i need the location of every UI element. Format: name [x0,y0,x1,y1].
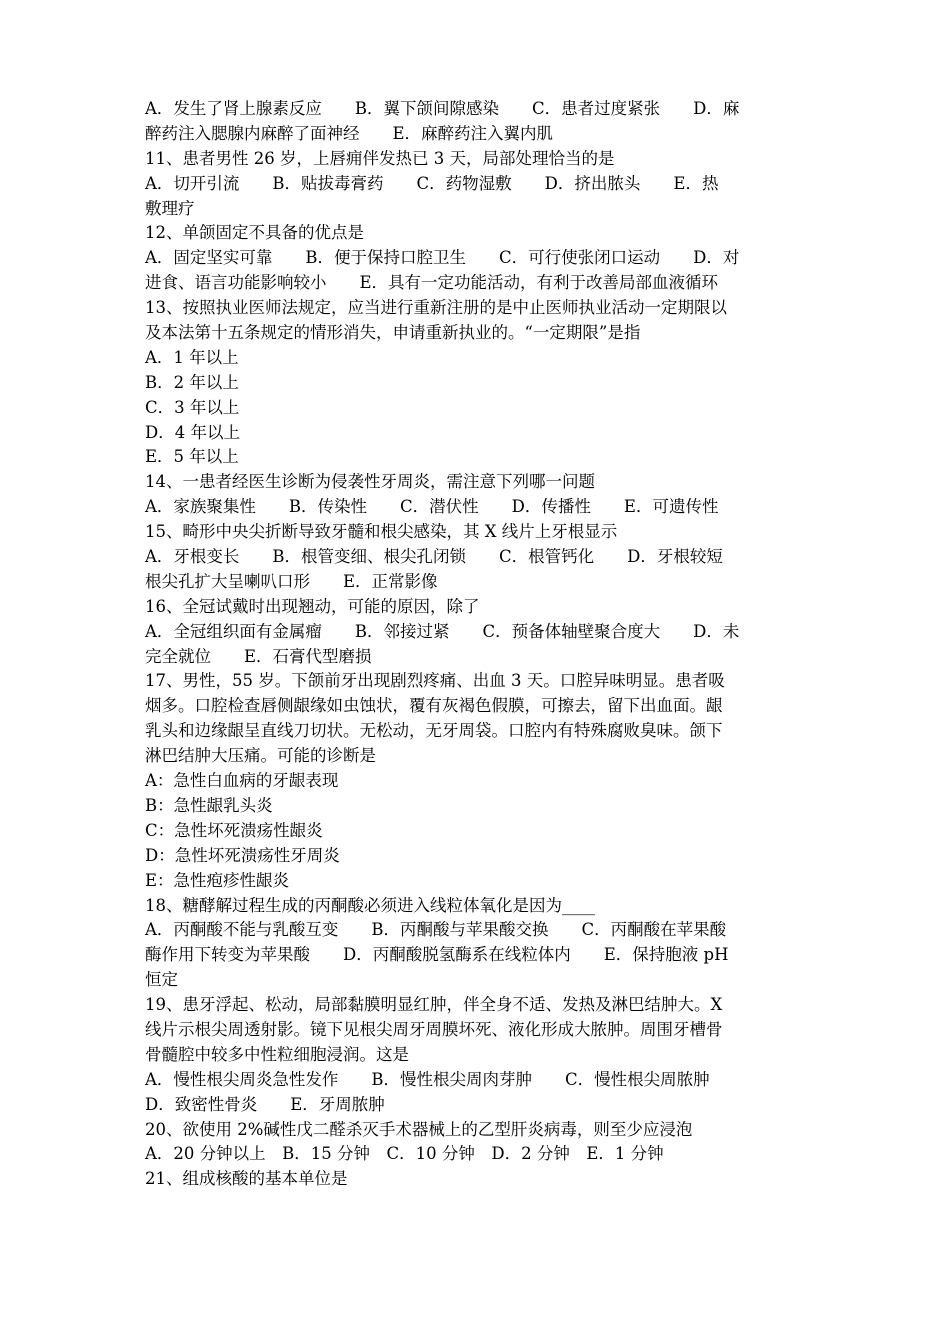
option-line: A．1 年以上 [145,347,239,367]
text-line: 酶作用下转变为苹果酸 D．丙酮酸脱氢酶系在线粒体内 E．保持胞液 pH [145,945,729,965]
text-line: 淋巴结肿大压痛。可能的诊断是 [145,746,376,766]
question-16: 16、全冠试戴时出现翘动，可能的原因，除了 [145,596,480,616]
text-line: D．致密性骨炎 E．牙周脓肿 [145,1094,385,1114]
question-20: 20、欲使用 2%碱性戊二醛杀灭手术器械上的乙型肝炎病毒，则至少应浸泡 [145,1119,693,1139]
option-line: C．3 年以上 [145,397,240,417]
text-line: A．牙根变长 B．根管变细、根尖孔闭锁 C．根管钙化 D．牙根较短 [145,547,723,567]
option-line: E．5 年以上 [145,447,239,467]
text-line: A．发生了肾上腺素反应 B．翼下颌间隙感染 C．患者过度紧张 D．麻 [145,99,740,118]
option-line: C：急性坏死溃疡性龈炎 [145,820,323,840]
question-19: 19、患牙浮起、松动，局部黏膜明显红肿，伴全身不适、发热及淋巴结肿大。X [145,995,723,1015]
text-line: A．切开引流 B．贴拔毒膏药 C．药物湿敷 D．挤出脓头 E．热 [145,173,719,193]
text-line: A．家族聚集性 B．传染性 C．潜伏性 D．传播性 E．可遗传性 [145,497,719,517]
option-line: A：急性白血病的牙龈表现 [145,771,339,791]
document-body [145,97,810,1192]
text-line: 恒定 [145,970,178,990]
text-line: 完全就位 E．石膏代型磨损 [145,646,372,666]
text-line: 乳头和边缘龈呈直线刀切状。无松动，无牙周袋。口腔内有特殊腐败臭味。颌下 [145,721,723,741]
question-18: 18、糖酵解过程生成的丙酮酸必须进入线粒体氧化是因为____ [145,895,595,915]
option-line: B：急性龈乳头炎 [145,795,273,815]
text-line: A．固定坚实可靠 B．便于保持口腔卫生 C．可行使张闭口运动 D．对 [145,248,740,268]
text-line: 进食、语言功能影响较小 E．具有一定功能活动，有利于改善局部血液循环 [145,273,719,293]
text-line: 骨髓腔中较多中性粒细胞浸润。这是 [145,1044,409,1064]
question-14: 14、一患者经医生诊断为侵袭性牙周炎，需注意下列哪一问题 [145,472,595,492]
text-line: 醉药注入腮腺内麻醉了面神经 E．麻醉药注入翼内肌 [145,123,554,143]
question-21: 21、组成核酸的基本单位是 [145,1169,348,1189]
question-13: 13、按照执业医师法规定，应当进行重新注册的是中止医师执业活动一定期限以 [145,298,727,318]
option-line: D：急性坏死溃疡性牙周炎 [145,845,340,865]
text-line: A．慢性根尖周炎急性发作 B．慢性根尖周肉芽肿 C．慢性根尖周脓肿 [145,1069,710,1089]
option-line: D．4 年以上 [145,422,240,442]
text-line: 烟多。口腔检查唇侧龈缘如虫蚀状，覆有灰褐色假膜，可擦去，留下出血面。龈 [145,696,723,716]
question-11: 11、患者男性 26 岁，上唇痈伴发热已 3 天，局部处理恰当的是 [145,148,615,168]
text-line: 线片示根尖周透射影。镜下见根尖周牙周膜坏死、液化形成大脓肿。周围牙槽骨 [145,1019,723,1039]
text-line: 及本法第十五条规定的情形消失，申请重新执业的。“一定期限”是指 [145,323,641,343]
question-15: 15、畸形中央尖折断导致牙髓和根尖感染，其 X 线片上牙根显示 [145,522,618,542]
question-17: 17、男性，55 岁。下颌前牙出现剧烈疼痛、出血 3 天。口腔异味明显。患者吸 [145,671,725,691]
option-line: E：急性疱疹性龈炎 [145,870,290,890]
text-line: A．丙酮酸不能与乳酸互变 B．丙酮酸与苹果酸交换 C．丙酮酸在苹果酸 [145,920,727,940]
text-line: 敷理疗 [145,198,195,218]
text-line: 根尖孔扩大呈喇叭口形 E．正常影像 [145,571,438,591]
text-line: A．20 分钟以上 B．15 分钟 C．10 分钟 D．2 分钟 E．1 分钟 [145,1144,664,1164]
text-line: A．全冠组织面有金属瘤 B．邻接过紧 C．预备体轴壁聚合度大 D．未 [145,621,740,641]
option-line: B．2 年以上 [145,372,239,392]
question-12: 12、单颌固定不具备的优点是 [145,223,364,243]
